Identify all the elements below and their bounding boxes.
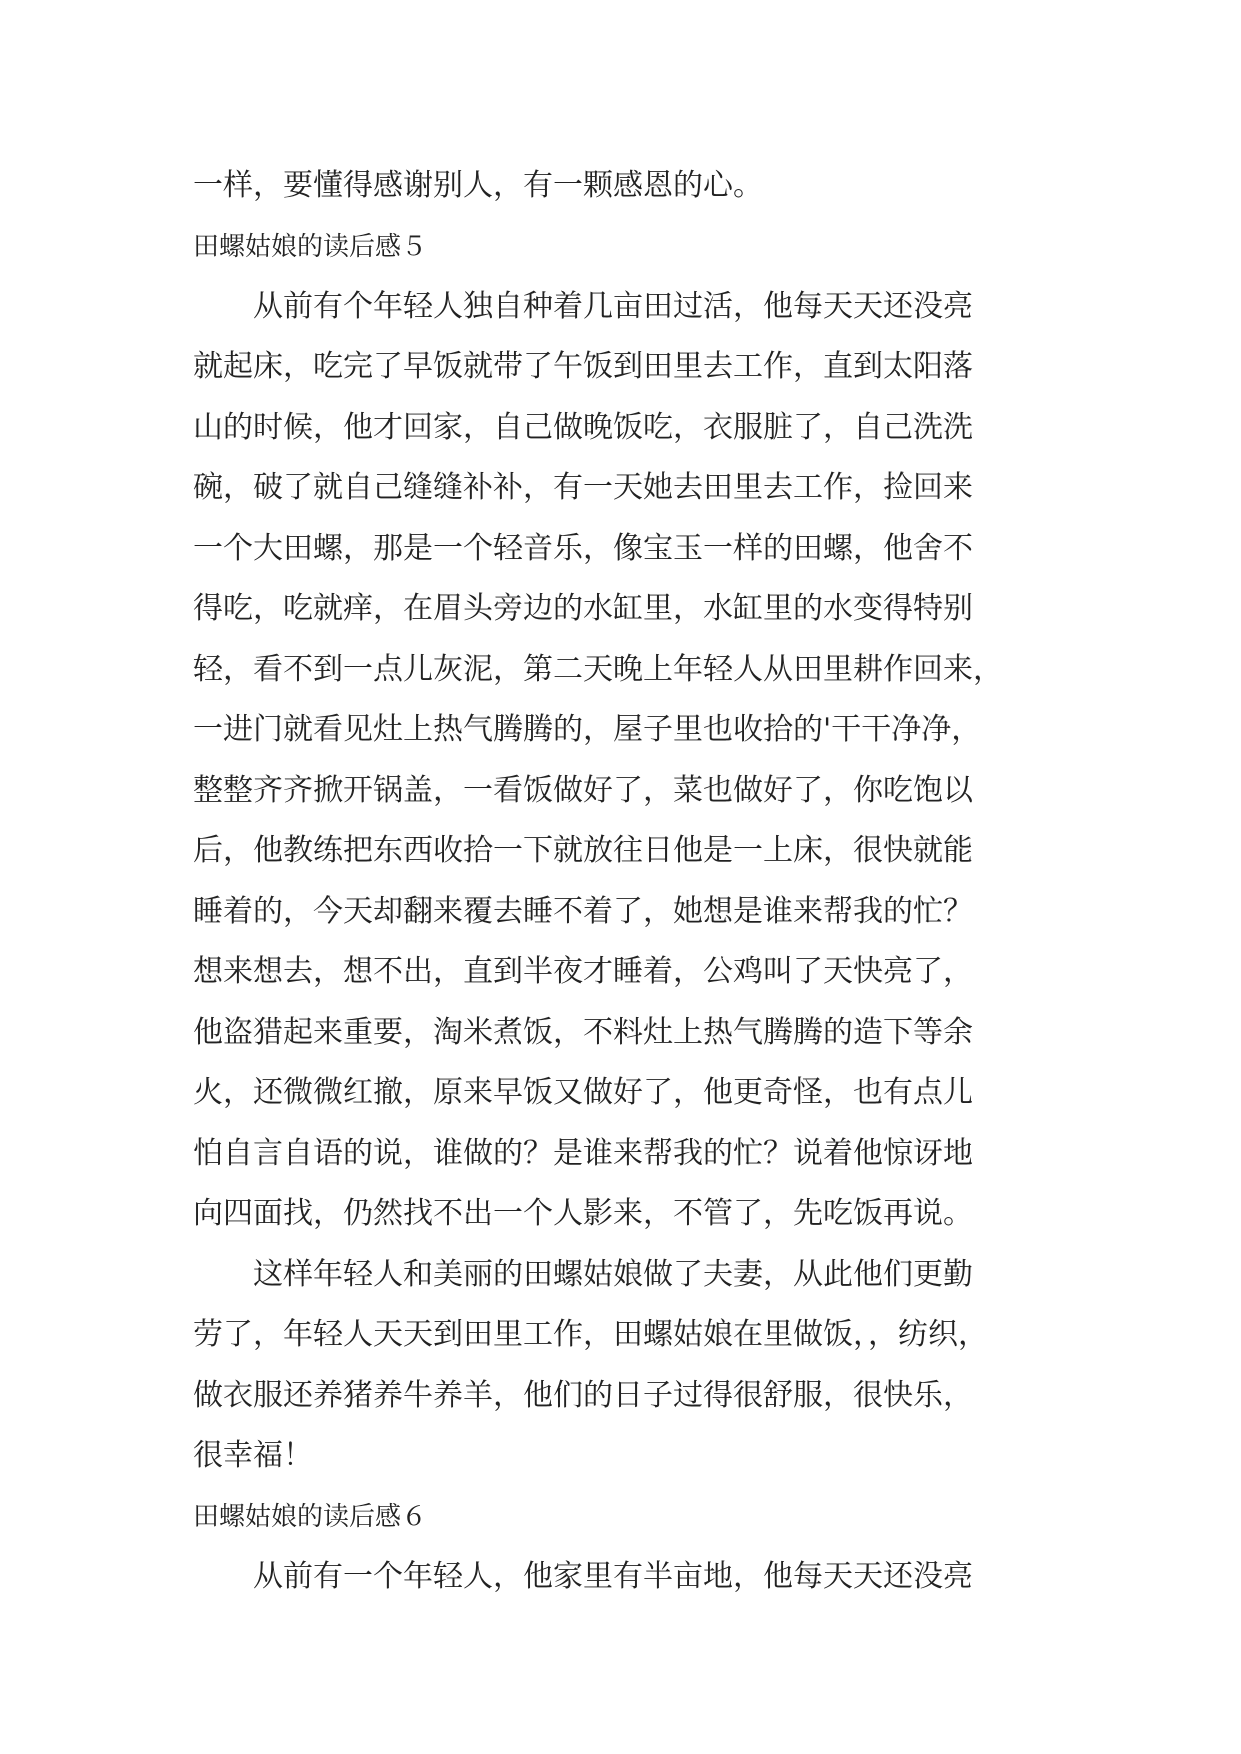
- paragraph-line: 从前有个年轻人独自种着几亩田过活，他每天天还没亮: [253, 288, 973, 324]
- paragraph-line: 从前有一个年轻人，他家里有半亩地，他每天天还没亮: [253, 1558, 973, 1594]
- paragraph-line: 就起床，吃完了早饭就带了午饭到田里去工作，直到太阳落: [193, 349, 973, 384]
- paragraph-line: 怕自言自语的说，谁做的？是谁来帮我的忙？说着他惊讶地: [193, 1135, 973, 1171]
- paragraph-line: 这样年轻人和美丽的田螺姑娘做了夫妻，从此他们更勤: [253, 1256, 973, 1292]
- paragraph-line: 他盗猎起来重要，淘米煮饭，不料灶上热气腾腾的造下等余: [193, 1014, 973, 1050]
- paragraph-line: 很幸福！: [193, 1438, 313, 1473]
- paragraph-line: 火，还微微红撤，原来早饭又做好了，他更奇怪，也有点儿: [193, 1075, 973, 1110]
- paragraph-line: 得吃，吃就痒，在眉头旁边的水缸里，水缸里的水变得特别: [193, 591, 973, 626]
- document-body: [193, 156, 1050, 1607]
- section-title: 田螺姑娘的读后感５: [193, 231, 428, 262]
- paragraph-line: 轻，看不到一点儿灰泥，第二天晚上年轻人从田里耕作回来，: [193, 651, 1003, 687]
- paragraph-line: 一个大田螺，那是一个轻音乐，像宝玉一样的田螺，他舍不: [193, 530, 973, 566]
- paragraph-line: 做衣服还养猪养牛养羊，他们的日子过得很舒服，很快乐，: [193, 1377, 973, 1413]
- paragraph-line: 睡着的，今天却翻来覆去睡不着了，她想是谁来帮我的忙？: [193, 893, 973, 929]
- paragraph-line: 向四面找，仍然找不出一个人影来，不管了，先吃饭再说。: [193, 1196, 973, 1231]
- paragraph-line: 整整齐齐掀开锅盖，一看饭做好了，菜也做好了，你吃饱以: [193, 772, 973, 808]
- paragraph-line: 劳了，年轻人天天到田里工作，田螺姑娘在里做饭，，纺织，: [193, 1317, 988, 1352]
- paragraph-line: 碗，破了就自己缝缝补补，有一天她去田里去工作，捡回来: [193, 470, 973, 505]
- paragraph-line: 山的时候，他才回家，自己做晚饭吃，衣服脏了，自己洗洗: [193, 409, 973, 445]
- paragraph-line: 后，他教练把东西收拾一下就放往日他是一上床，很快就能: [193, 833, 973, 868]
- section-title: 田螺姑娘的读后感６: [193, 1501, 428, 1532]
- paragraph-line: 一样，要懂得感谢别人，有一颗感恩的心。: [193, 168, 763, 203]
- paragraph-line: 一进门就看见灶上热气腾腾的，屋子里也收拾的'干干净净，: [193, 712, 982, 747]
- paragraph-line: 想来想去，想不出，直到半夜才睡着，公鸡叫了天快亮了，: [193, 954, 973, 989]
